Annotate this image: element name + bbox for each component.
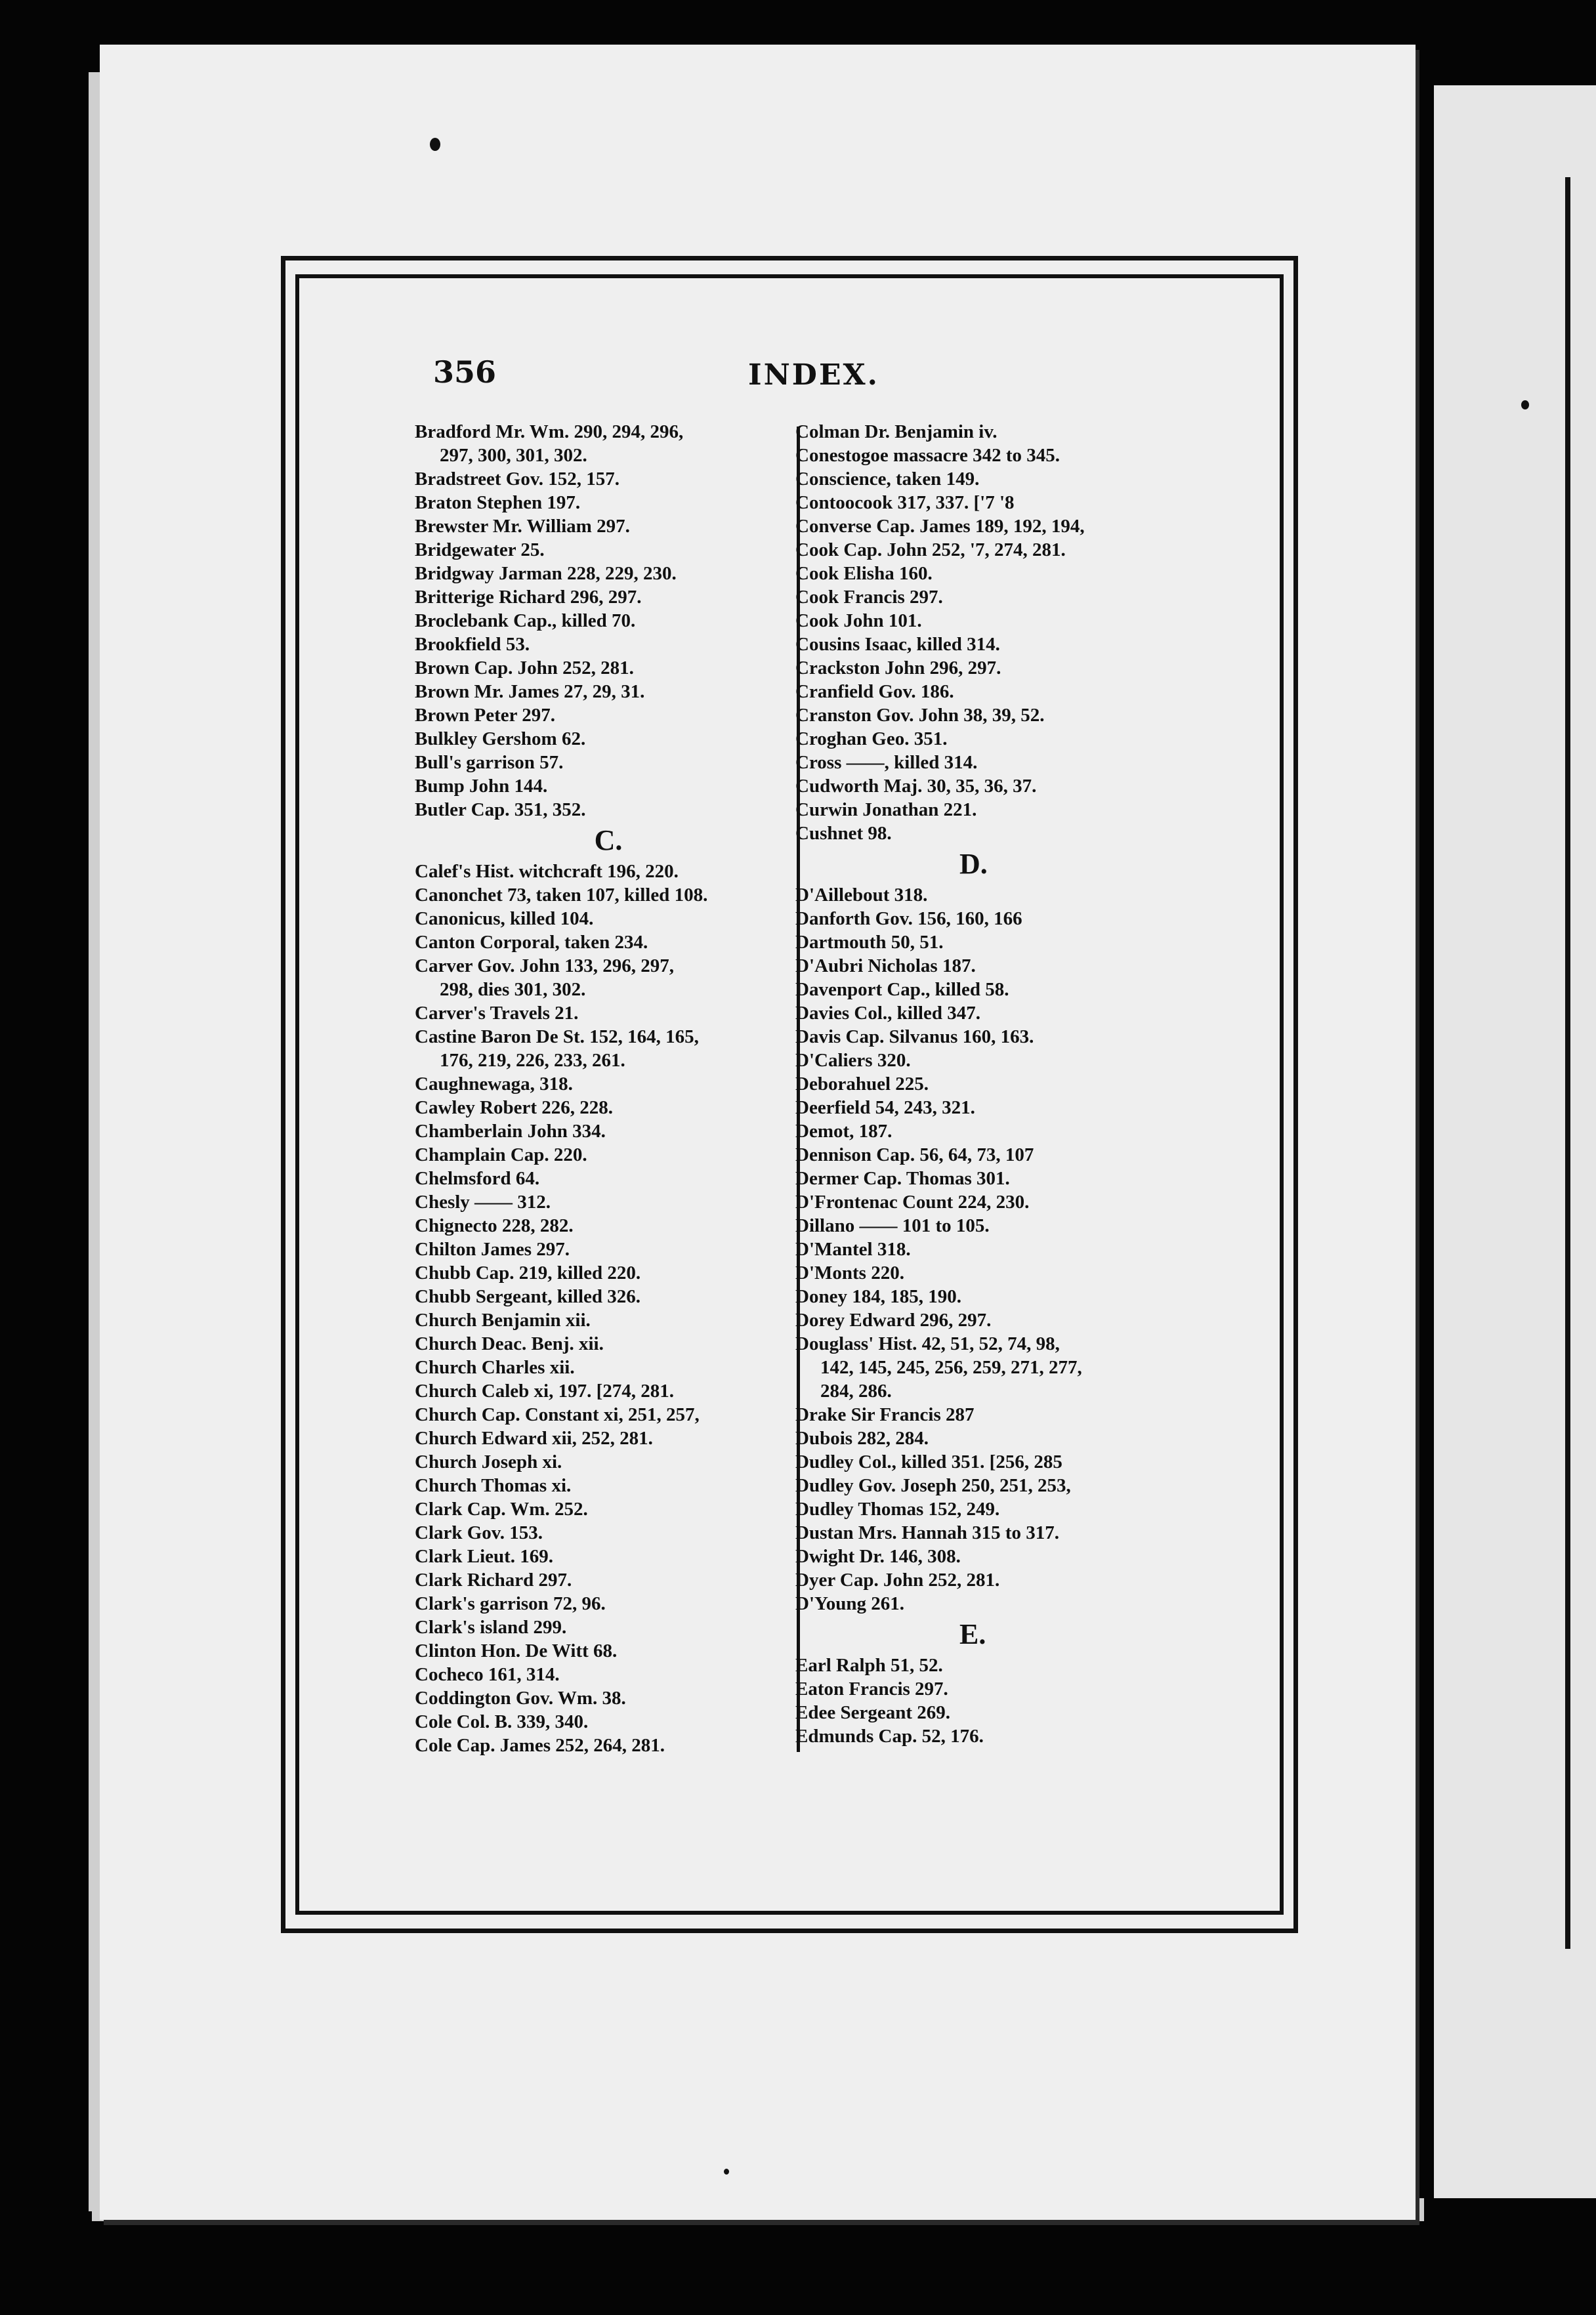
index-entry: Bradstreet Gov. 152, 157.	[415, 469, 620, 490]
index-entry: Dermer Cap. Thomas 301.	[795, 1168, 1010, 1189]
index-entry: Chubb Cap. 219, killed 220.	[415, 1262, 641, 1283]
index-entry-continuation: 298, dies 301, 302.	[440, 979, 586, 1000]
index-entry: Clark's island 299.	[415, 1617, 567, 1638]
index-entry: Cousins Isaac, killed 314.	[795, 634, 1000, 655]
facing-page-frame-rule	[1565, 177, 1570, 1949]
ink-speck	[430, 138, 440, 151]
index-entry: Bridgway Jarman 228, 229, 230.	[415, 563, 677, 584]
ink-speck	[1521, 400, 1529, 409]
index-entry: D'Mantel 318.	[795, 1239, 911, 1260]
index-entry: D'Frontenac Count 224, 230.	[795, 1192, 1030, 1213]
index-entry: Church Charles xii.	[415, 1357, 575, 1378]
index-entry: Danforth Gov. 156, 160, 166	[795, 908, 1022, 929]
index-entry: Brown Cap. John 252, 281.	[415, 657, 634, 678]
index-entry: Clinton Hon. De Witt 68.	[415, 1640, 618, 1661]
index-entry: Dyer Cap. John 252, 281.	[795, 1570, 1000, 1591]
index-entry: D'Aubri Nicholas 187.	[795, 955, 976, 976]
index-column-right	[795, 420, 1183, 1748]
running-head: INDEX.	[748, 358, 879, 392]
index-entry: Conscience, taken 149.	[795, 469, 980, 490]
index-entry: Cawley Robert 226, 228.	[415, 1097, 614, 1118]
index-entry: Cross ——, killed 314.	[795, 752, 978, 773]
index-entry: Dorey Edward 296, 297.	[795, 1310, 992, 1331]
index-entry: Britterige Richard 296, 297.	[415, 587, 642, 608]
index-entry: Cranston Gov. John 38, 39, 52.	[795, 705, 1045, 726]
index-entry: Bradford Mr. Wm. 290, 294, 296,	[415, 421, 684, 442]
index-entry: Dustan Mrs. Hannah 315 to 317.	[795, 1522, 1060, 1543]
index-entry: Dartmouth 50, 51.	[795, 932, 944, 953]
index-entry: Clark Lieut. 169.	[415, 1546, 554, 1567]
index-entry: Carver Gov. John 133, 296, 297,	[415, 955, 674, 976]
index-entry: Bulkley Gershom 62.	[415, 728, 586, 749]
index-entry: Braton Stephen 197.	[415, 492, 581, 513]
index-entry: Church Joseph xi.	[415, 1451, 562, 1472]
index-entry: Converse Cap. James 189, 192, 194,	[795, 516, 1085, 537]
index-entry: Cole Cap. James 252, 264, 281.	[415, 1735, 665, 1756]
index-entry: Church Thomas xi.	[415, 1475, 572, 1496]
index-entry: Cudworth Maj. 30, 35, 36, 37.	[795, 776, 1037, 797]
index-entry: Bump John 144.	[415, 776, 548, 797]
index-entry: Drake Sir Francis 287	[795, 1404, 975, 1425]
index-entry: Chesly —— 312.	[415, 1192, 551, 1213]
index-entry: Clark Gov. 153.	[415, 1522, 543, 1543]
index-entry: D'Young 261.	[795, 1593, 904, 1614]
index-entry: Coddington Gov. Wm. 38.	[415, 1688, 626, 1709]
index-entry: Canonicus, killed 104.	[415, 908, 594, 929]
index-entry: Deerfield 54, 243, 321.	[795, 1097, 975, 1118]
index-entry: D'Aillebout 318.	[795, 885, 928, 906]
index-entry: Church Benjamin xii.	[415, 1310, 591, 1331]
index-entry: Earl Ralph 51, 52.	[795, 1655, 943, 1676]
index-entry: Douglass' Hist. 42, 51, 52, 74, 98,	[795, 1333, 1060, 1354]
index-entry: Canton Corporal, taken 234.	[415, 932, 648, 953]
index-entry: D'Monts 220.	[795, 1262, 904, 1283]
index-letter-heading: C.	[594, 824, 623, 856]
index-entry: Dudley Thomas 152, 249.	[795, 1499, 1000, 1520]
index-entry: Eaton Francis 297.	[795, 1679, 948, 1700]
index-entry: Chamberlain John 334.	[415, 1121, 606, 1142]
index-entry: Brown Mr. James 27, 29, 31.	[415, 681, 645, 702]
page-number: 356	[433, 354, 497, 390]
index-entry: Contoocook 317, 337. ['7 '8	[795, 492, 1015, 513]
index-entry: Champlain Cap. 220.	[415, 1144, 587, 1165]
index-entry: Croghan Geo. 351.	[795, 728, 948, 749]
index-entry: Bridgewater 25.	[415, 539, 545, 560]
index-entry: Castine Baron De St. 152, 164, 165,	[415, 1026, 699, 1047]
index-letter-heading: E.	[959, 1618, 986, 1650]
index-entry: Conestogoe massacre 342 to 345.	[795, 445, 1060, 466]
index-letter-heading: D.	[959, 848, 988, 880]
index-entry: Demot, 187.	[795, 1121, 892, 1142]
index-entry: Edmunds Cap. 52, 176.	[795, 1726, 984, 1747]
index-entry: Chubb Sergeant, killed 326.	[415, 1286, 641, 1307]
index-entry: Dudley Gov. Joseph 250, 251, 253,	[795, 1475, 1071, 1496]
index-entry: Church Cap. Constant xi, 251, 257,	[415, 1404, 700, 1425]
index-entry: Doney 184, 185, 190.	[795, 1286, 961, 1307]
index-entry-continuation: 297, 300, 301, 302.	[440, 445, 587, 466]
index-entry-continuation: 176, 219, 226, 233, 261.	[440, 1050, 625, 1071]
index-entry: Brewster Mr. William 297.	[415, 516, 630, 537]
index-entry: Cook Cap. John 252, '7, 274, 281.	[795, 539, 1066, 560]
index-entry: Chignecto 228, 282.	[415, 1215, 574, 1236]
index-entry: Davenport Cap., killed 58.	[795, 979, 1009, 1000]
index-entry: Cook Elisha 160.	[795, 563, 933, 584]
index-entry: Clark Richard 297.	[415, 1570, 572, 1591]
index-entry: Church Caleb xi, 197. [274, 281.	[415, 1381, 675, 1402]
index-entry: Church Edward xii, 252, 281.	[415, 1428, 653, 1449]
index-entry: Butler Cap. 351, 352.	[415, 799, 586, 820]
index-entry: Davis Cap. Silvanus 160, 163.	[795, 1026, 1034, 1047]
page-header	[433, 354, 1253, 407]
index-entry: Cook Francis 297.	[795, 587, 943, 608]
index-entry: Dudley Col., killed 351. [256, 285	[795, 1451, 1062, 1472]
index-entry: Dillano —— 101 to 105.	[795, 1215, 990, 1236]
index-entry: Cushnet 98.	[795, 823, 892, 844]
index-entry: Carver's Travels 21.	[415, 1003, 579, 1024]
facing-page	[1434, 85, 1596, 2198]
index-entry: Canonchet 73, taken 107, killed 108.	[415, 885, 708, 906]
index-entry: Davies Col., killed 347.	[795, 1003, 980, 1024]
index-column-left	[415, 420, 802, 1757]
ink-speck	[724, 2169, 729, 2175]
index-entry: Calef's Hist. witchcraft 196, 220.	[415, 861, 679, 882]
index-entry: Dennison Cap. 56, 64, 73, 107	[795, 1144, 1034, 1165]
index-entry-continuation: 142, 145, 245, 256, 259, 271, 277,	[820, 1357, 1082, 1378]
index-entry: Clark's garrison 72, 96.	[415, 1593, 606, 1614]
index-entry: Colman Dr. Benjamin iv.	[795, 421, 998, 442]
index-entry: Cook John 101.	[795, 610, 922, 631]
index-entry-continuation: 284, 286.	[820, 1381, 892, 1402]
index-entry: Curwin Jonathan 221.	[795, 799, 977, 820]
index-entry: Chilton James 297.	[415, 1239, 570, 1260]
index-entry: D'Caliers 320.	[795, 1050, 911, 1071]
index-entry: Church Deac. Benj. xii.	[415, 1333, 604, 1354]
index-entry: Brown Peter 297.	[415, 705, 555, 726]
index-entry: Chelmsford 64.	[415, 1168, 540, 1189]
index-entry: Dubois 282, 284.	[795, 1428, 929, 1449]
index-entry: Brookfield 53.	[415, 634, 530, 655]
index-entry: Edee Sergeant 269.	[795, 1702, 950, 1723]
index-entry: Crackston John 296, 297.	[795, 657, 1001, 678]
index-entry: Clark Cap. Wm. 252.	[415, 1499, 588, 1520]
index-entry: Cranfield Gov. 186.	[795, 681, 954, 702]
index-entry: Cole Col. B. 339, 340.	[415, 1711, 589, 1732]
index-entry: Cocheco 161, 314.	[415, 1664, 560, 1685]
index-entry: Dwight Dr. 146, 308.	[795, 1546, 961, 1567]
index-entry: Deborahuel 225.	[795, 1074, 929, 1095]
index-entry: Broclebank Cap., killed 70.	[415, 610, 636, 631]
index-entry: Caughnewaga, 318.	[415, 1074, 573, 1095]
index-entry: Bull's garrison 57.	[415, 752, 564, 773]
